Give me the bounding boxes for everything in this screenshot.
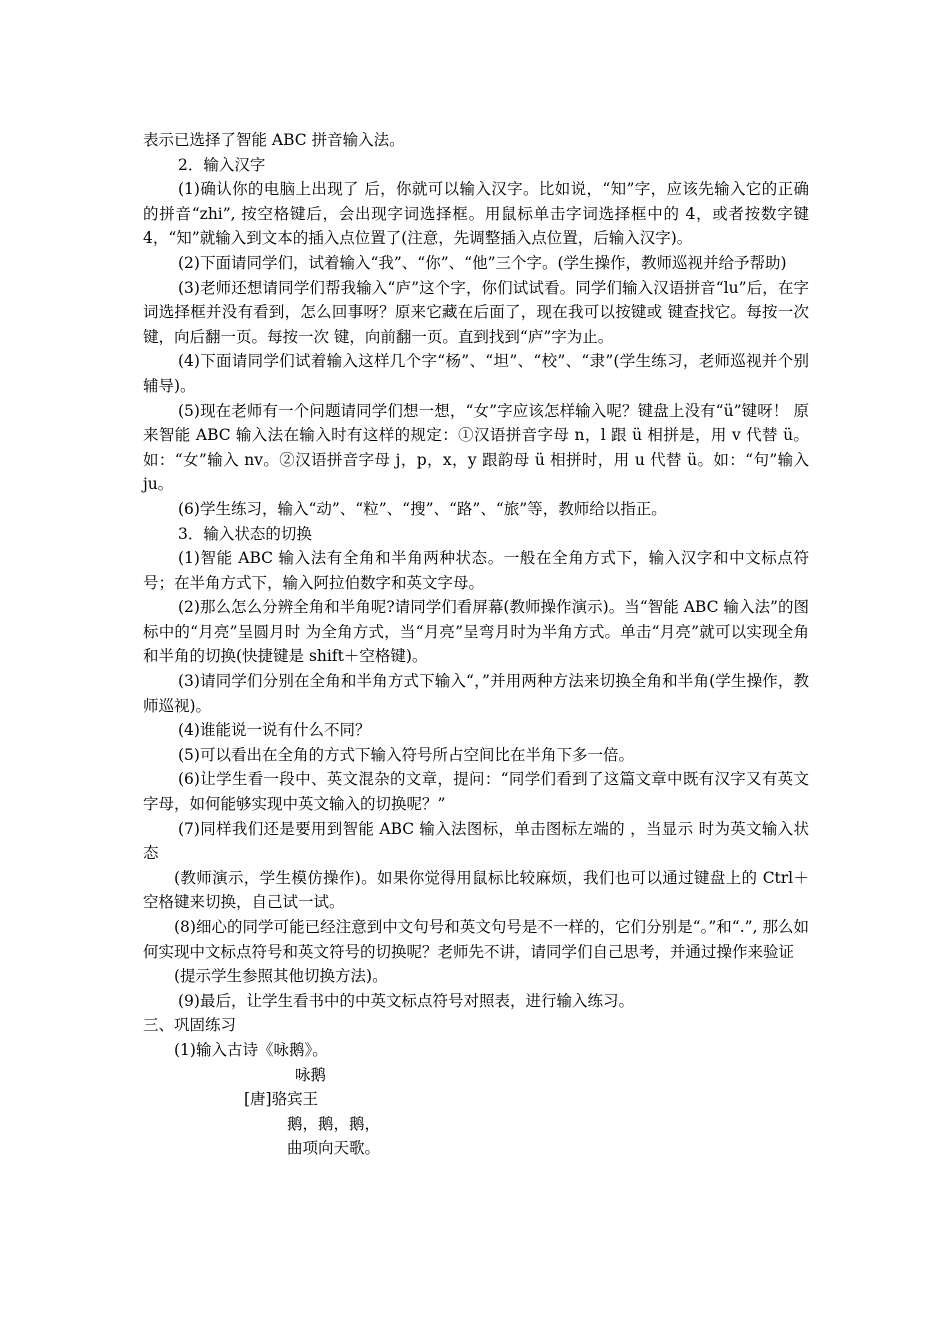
- paragraph: (7)同样我们还是要用到智能 ABC 输入法图标，单击图标左端的 ，当显示 时为英文输入状态: [143, 819, 809, 863]
- paragraph: (4)谁能说一说有什么不同？: [178, 721, 371, 740]
- poem-title: 咏鹅: [295, 1065, 327, 1084]
- paragraph: (5)现在老师有一个问题请同学们想一想，“女”字应该怎样输入呢？键盘上没有“ü”键呀！ 原来智能 ABC 输入法在输入时有这样的规定：①汉语拼音字母 n，l 跟 ü 相拼是，用 v 代替 ü。如：“女”输入 nv。②汉语拼音字母 j，p，x，y 跟韵母 ü 相拼时，用 u 代替 ü。如：“句”输入 ju。: [143, 401, 809, 494]
- paragraph: (3)请同学们分别在全角和半角方式下输入“，”并用两种方法来切换全角和半角(学生操作，教师巡视)。: [143, 672, 809, 715]
- paragraph: (4)下面请同学们试着输入这样几个字“杨”、“坦”、“校”、“隶”(学生练习，老师巡视并个别辅导)。: [143, 352, 809, 395]
- section-heading: 3．输入状态的切换: [178, 524, 312, 543]
- poem: [143, 1063, 809, 1161]
- section-heading: 三、巩固练习: [143, 1016, 237, 1035]
- paragraph: (9)最后，让学生看书中的中英文标点符号对照表，进行输入练习。: [178, 991, 634, 1010]
- paragraph: (6)学生练习，输入“动”、“粒”、“搜”、“路”、“旅”等，教师给以指正。: [178, 499, 667, 518]
- paragraph: (1)智能 ABC 输入法有全角和半角两种状态。一般在全角方式下，输入汉字和中文标点符号；在半角方式下，输入阿拉伯数字和英文字母。: [143, 549, 809, 592]
- paragraph: (2)那么怎么分辨全角和半角呢?请同学们看屏幕(教师操作演示)。当“智能 ABC 输入法”的图标中的“月亮”呈圆月时 为全角方式，当“月亮”呈弯月时为半角方式。单击“月亮”就可以实现全角和半角的切换(快捷键是 shift＋空格键)。: [143, 598, 809, 666]
- paragraph: (6)让学生看一段中、英文混杂的文章，提问：“同学们看到了这篇文章中既有汉字又有英文字母，如何能够实现中英文输入的切换呢？”: [143, 770, 809, 814]
- paragraph: (5)可以看出在全角的方式下输入符号所占空间比在半角下多一倍。: [178, 745, 634, 764]
- paragraph: (1)确认你的电脑上出现了 后，你就可以输入汉字。比如说，“知”字，应该先输入它的正确的拼音“zhi”, 按空格键后，会出现字词选择框。用鼠标单击字词选择框中的 4，或者按数字键 4，“知”就输入到文本的插入点位置了(注意，先调整插入点位置，后输入汉字)。: [143, 180, 809, 248]
- paragraph: (2)下面请同学们，试着输入“我”、“你”、“他”三个字。(学生操作，教师巡视并给予帮助): [178, 253, 787, 272]
- poem-line: 曲项向天歌。: [287, 1139, 381, 1158]
- paragraph: 表示已选择了智能 ABC 拼音输入法。: [143, 131, 405, 149]
- paragraph: (提示学生参照其他切换方法)。: [174, 967, 388, 986]
- paragraph: (8)细心的同学可能已经注意到中文句号和英文句号是不一样的，它们分别是“。”和“.”, 那么如何实现中文标点符号和英文符号的切换呢？老师先不讲，请同学们自己思考，并通过操作来验证: [143, 918, 809, 961]
- poem-line: 鹅，鹅，鹅，: [287, 1114, 381, 1133]
- section-heading: 2．输入汉字: [178, 155, 266, 174]
- paragraph: (3)老师还想请同学们帮我输入“庐”这个字，你们试试看。同学们输入汉语拼音“lu”后，在字词选择框并没有看到，怎么回事呀？原来它藏在后面了，现在我可以按键或 键查找它。每按一次 键，向后翻一页。每按一次 键，向前翻一页。直到找到“庐”字为止。: [143, 278, 809, 346]
- paragraph: (教师演示，学生模仿操作)。如果你觉得用鼠标比较麻烦，我们也可以通过键盘上的 Ctrl＋空格键来切换，自己试一试。: [143, 868, 809, 912]
- paragraph: (1)输入古诗《咏鹅》。: [174, 1040, 328, 1059]
- document-body: [143, 128, 809, 1161]
- poem-author: [唐]骆宾王: [244, 1090, 319, 1109]
